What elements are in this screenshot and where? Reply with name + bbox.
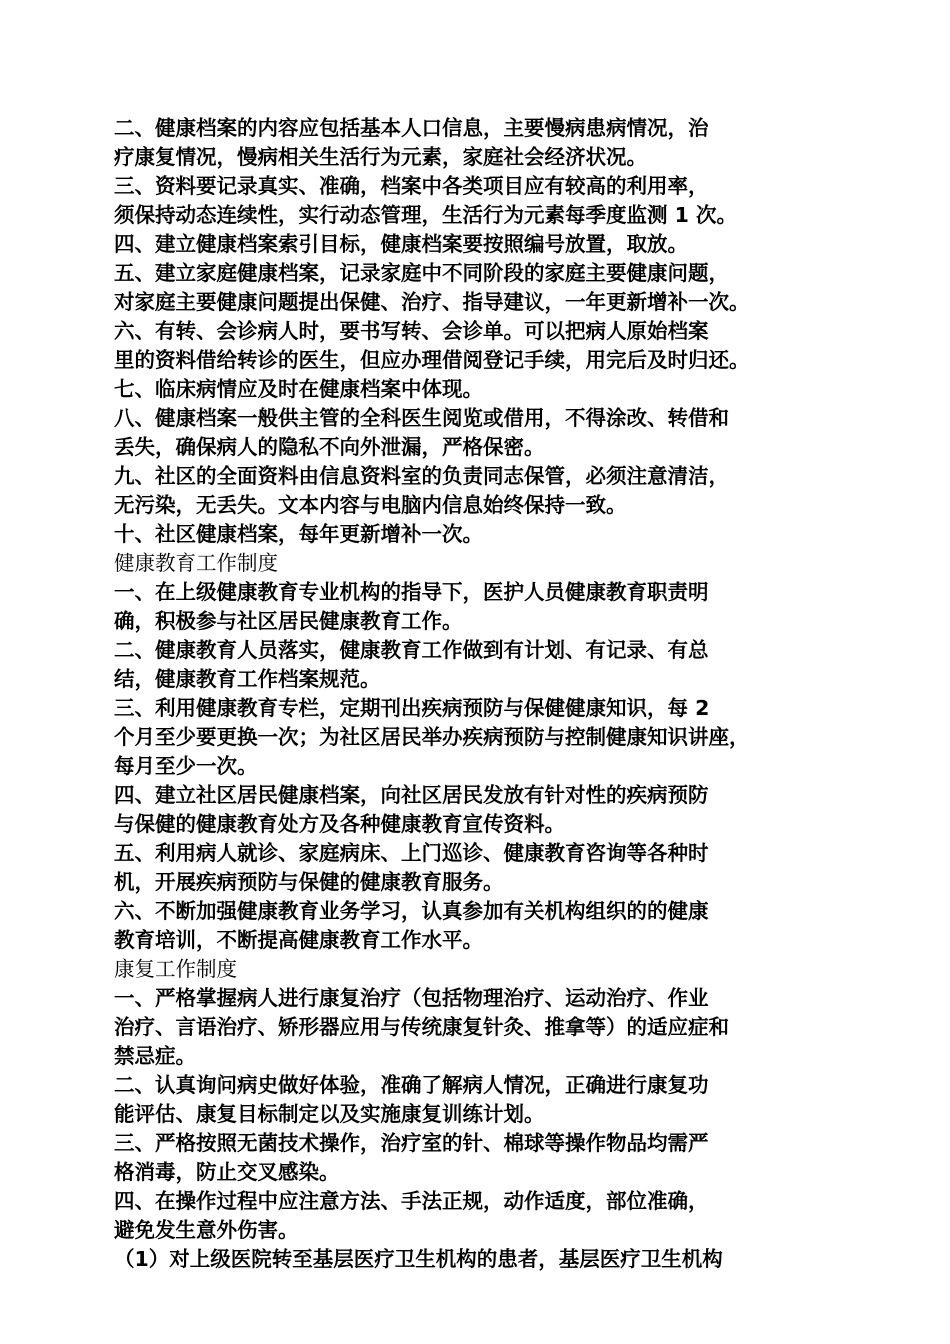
- text-line: 无污染，无丢失。文本内容与电脑内信息始终保持一致。: [114, 493, 627, 517]
- text-line: 个月至少要更换一次；为社区居民举办疾病预防与控制健康知识讲座，: [114, 725, 750, 749]
- text-line: 一、在上级健康教育专业机构的指导下，医护人员健康教育职责明: [114, 580, 709, 604]
- text-line: 丢失，确保病人的隐私不向外泄漏，严格保密。: [114, 435, 545, 459]
- text-line: 六、有转、会诊病人时，要书写转、会诊单。可以把病人原始档案: [114, 319, 709, 343]
- document-body: [114, 114, 854, 1274]
- section-heading: 健康教育工作制度: [114, 551, 278, 575]
- text-line: 九、社区的全面资料由信息资料室的负责同志保管，必须注意清洁，: [114, 464, 729, 488]
- section-heading: 康复工作制度: [114, 957, 237, 981]
- text-line: （1）对上级医院转至基层医疗卫生机构的患者，基层医疗卫生机构: [114, 1247, 723, 1271]
- text-line: 五、利用病人就诊、家庭病床、上门巡诊、健康教育咨询等各种时: [114, 841, 709, 865]
- text-line: 格消毒，防止交叉感染。: [114, 1160, 340, 1184]
- text-line: 须保持动态连续性，实行动态管理，生活行为元素每季度监测 1 次。: [114, 203, 738, 227]
- text-line: 二、健康教育人员落实，健康教育工作做到有计划、有记录、有总: [114, 638, 709, 662]
- text-line: 二、健康档案的内容应包括基本人口信息，主要慢病患病情况，治: [114, 116, 709, 140]
- text-line: 禁忌症。: [114, 1044, 196, 1068]
- text-line: 七、临床病情应及时在健康档案中体现。: [114, 377, 483, 401]
- text-line: 三、严格按照无菌技术操作，治疗室的针、棉球等操作物品均需严: [114, 1131, 709, 1155]
- text-line: 三、利用健康教育专栏，定期刊出疾病预防与保健健康知识，每 2: [114, 696, 710, 720]
- text-line: 三、资料要记录真实、准确，档案中各类项目应有较高的利用率，: [114, 174, 709, 198]
- text-line: 对家庭主要健康问题提出保健、治疗、指导建议，一年更新增补一次。: [114, 290, 750, 314]
- text-line: 疗康复情况，慢病相关生活行为元素，家庭社会经济状况。: [114, 145, 647, 169]
- text-line: 能评估、康复目标制定以及实施康复训练计划。: [114, 1102, 545, 1126]
- text-line: 一、严格掌握病人进行康复治疗（包括物理治疗、运动治疗、作业: [114, 986, 709, 1010]
- text-line: 结，健康教育工作档案规范。: [114, 667, 381, 691]
- text-line: 五、建立家庭健康档案，记录家庭中不同阶段的家庭主要健康问题，: [114, 261, 729, 285]
- text-line: 四、建立健康档案索引目标，健康档案要按照编号放置，取放。: [114, 232, 688, 256]
- text-line: 八、健康档案一般供主管的全科医生阅览或借用，不得涂改、转借和: [114, 406, 729, 430]
- text-line: 二、认真询问病史做好体验，准确了解病人情况，正确进行康复功: [114, 1073, 709, 1097]
- text-line: 四、建立社区居民健康档案，向社区居民发放有针对性的疾病预防: [114, 783, 709, 807]
- text-line: 确，积极参与社区居民健康教育工作。: [114, 609, 463, 633]
- text-line: 十、社区健康档案，每年更新增补一次。: [114, 522, 483, 546]
- text-line: 每月至少一次。: [114, 754, 258, 778]
- text-line: 教育培训，不断提高健康教育工作水平。: [114, 928, 483, 952]
- text-line: 里的资料借给转诊的医生，但应办理借阅登记手续，用完后及时归还。: [114, 348, 750, 372]
- text-line: 治疗、言语治疗、矫形器应用与传统康复针灸、推拿等）的适应症和: [114, 1015, 729, 1039]
- text-line: 机，开展疾病预防与保健的健康教育服务。: [114, 870, 504, 894]
- text-line: 与保健的健康教育处方及各种健康教育宣传资料。: [114, 812, 565, 836]
- text-line: 四、在操作过程中应注意方法、手法正规，动作适度，部位准确，: [114, 1189, 709, 1213]
- text-line: 六、不断加强健康教育业务学习，认真参加有关机构组织的的健康: [114, 899, 709, 923]
- text-line: 避免发生意外伤害。: [114, 1218, 299, 1242]
